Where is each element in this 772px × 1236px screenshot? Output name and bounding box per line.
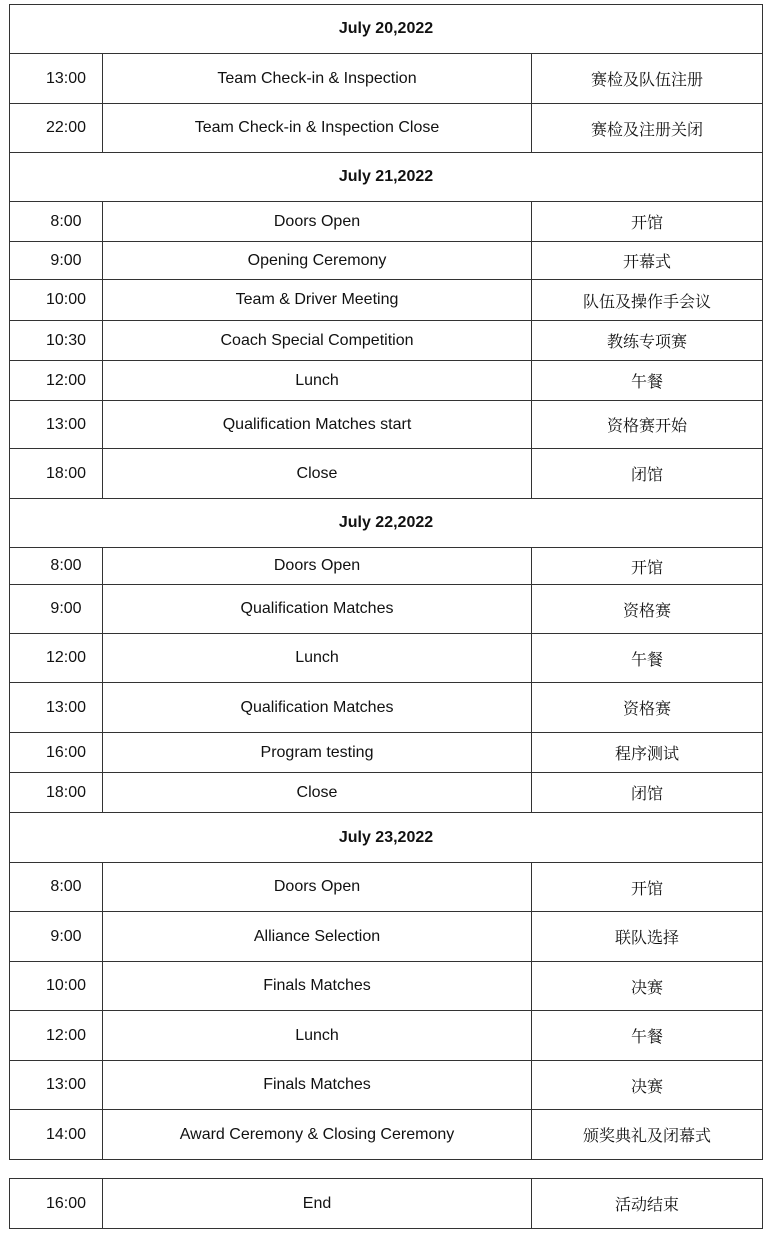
time-cell: 18:00: [10, 773, 103, 813]
day-date: July 23,2022: [10, 813, 763, 863]
event-zh-cell: 开幕式: [532, 242, 763, 280]
time-cell: 13:00: [10, 54, 103, 104]
time-cell: 13:00: [10, 1061, 103, 1110]
event-en-cell: Lunch: [103, 361, 532, 401]
day-header-row: [10, 499, 763, 548]
table-row: [10, 242, 763, 280]
time-cell: 10:00: [10, 280, 103, 321]
schedule-table: [9, 4, 763, 1160]
event-en-cell: Lunch: [103, 1011, 532, 1061]
event-zh-cell: 程序测试: [532, 733, 763, 773]
table-row: [10, 361, 763, 401]
event-zh-cell: 决赛: [532, 1061, 763, 1110]
table-row: [10, 104, 763, 153]
event-zh-cell: 开馆: [532, 202, 763, 242]
event-zh-cell: 闭馆: [532, 449, 763, 499]
time-cell: 12:00: [10, 634, 103, 683]
table-row: [10, 585, 763, 634]
table-row: [10, 773, 763, 813]
table-row: [10, 202, 763, 242]
event-en-cell: Doors Open: [103, 863, 532, 912]
time-cell: 9:00: [10, 912, 103, 962]
event-en-cell: Finals Matches: [103, 1061, 532, 1110]
table-row: [10, 912, 763, 962]
time-cell: 14:00: [10, 1110, 103, 1160]
event-en-cell: Team Check-in & Inspection: [103, 54, 532, 104]
table-row: [10, 54, 763, 104]
event-en-cell: Coach Special Competition: [103, 321, 532, 361]
time-cell: 10:30: [10, 321, 103, 361]
event-zh-cell: 赛检及队伍注册: [532, 54, 763, 104]
event-zh-cell: 赛检及注册关闭: [532, 104, 763, 153]
day-header-row: [10, 5, 763, 54]
time-cell: 9:00: [10, 242, 103, 280]
event-en-cell: Doors Open: [103, 548, 532, 585]
table-row: [10, 1061, 763, 1110]
event-zh-cell: 闭馆: [532, 773, 763, 813]
event-en-cell: Doors Open: [103, 202, 532, 242]
event-en-cell: Award Ceremony & Closing Ceremony: [103, 1110, 532, 1160]
time-cell: 16:00: [10, 1179, 103, 1229]
table-row: [10, 321, 763, 361]
event-zh-cell: 资格赛开始: [532, 401, 763, 449]
event-en-cell: Close: [103, 773, 532, 813]
time-cell: 13:00: [10, 683, 103, 733]
day-header-row: [10, 153, 763, 202]
event-en-cell: Close: [103, 449, 532, 499]
table-row: [10, 1179, 763, 1229]
table-row: [10, 449, 763, 499]
table-row: [10, 863, 763, 912]
event-zh-cell: 活动结束: [532, 1179, 763, 1229]
event-en-cell: Qualification Matches start: [103, 401, 532, 449]
table-row: [10, 548, 763, 585]
time-cell: 8:00: [10, 548, 103, 585]
event-en-cell: Lunch: [103, 634, 532, 683]
event-zh-cell: 开馆: [532, 548, 763, 585]
time-cell: 16:00: [10, 733, 103, 773]
table-row: [10, 280, 763, 321]
table-row: [10, 1011, 763, 1061]
event-zh-cell: 午餐: [532, 1011, 763, 1061]
event-en-cell: Team & Driver Meeting: [103, 280, 532, 321]
table-row: [10, 1110, 763, 1160]
event-zh-cell: 颁奖典礼及闭幕式: [532, 1110, 763, 1160]
event-zh-cell: 队伍及操作手会议: [532, 280, 763, 321]
event-zh-cell: 午餐: [532, 634, 763, 683]
table-row: [10, 962, 763, 1011]
event-zh-cell: 联队选择: [532, 912, 763, 962]
table-row: [10, 401, 763, 449]
time-cell: 12:00: [10, 1011, 103, 1061]
event-zh-cell: 资格赛: [532, 585, 763, 634]
time-cell: 8:00: [10, 863, 103, 912]
day-date: July 21,2022: [10, 153, 763, 202]
event-en-cell: Alliance Selection: [103, 912, 532, 962]
end-table: [9, 1178, 763, 1229]
event-en-cell: Opening Ceremony: [103, 242, 532, 280]
event-zh-cell: 决赛: [532, 962, 763, 1011]
table-row: [10, 683, 763, 733]
day-date: July 22,2022: [10, 499, 763, 548]
time-cell: 18:00: [10, 449, 103, 499]
event-zh-cell: 资格赛: [532, 683, 763, 733]
event-zh-cell: 开馆: [532, 863, 763, 912]
time-cell: 8:00: [10, 202, 103, 242]
time-cell: 12:00: [10, 361, 103, 401]
event-en-cell: Program testing: [103, 733, 532, 773]
time-cell: 9:00: [10, 585, 103, 634]
event-en-cell: Qualification Matches: [103, 683, 532, 733]
table-row: [10, 634, 763, 683]
event-en-cell: Team Check-in & Inspection Close: [103, 104, 532, 153]
time-cell: 13:00: [10, 401, 103, 449]
time-cell: 10:00: [10, 962, 103, 1011]
event-zh-cell: 午餐: [532, 361, 763, 401]
event-en-cell: Qualification Matches: [103, 585, 532, 634]
event-en-cell: End: [103, 1179, 532, 1229]
table-row: [10, 733, 763, 773]
day-date: July 20,2022: [10, 5, 763, 54]
event-en-cell: Finals Matches: [103, 962, 532, 1011]
event-zh-cell: 教练专项赛: [532, 321, 763, 361]
day-header-row: [10, 813, 763, 863]
time-cell: 22:00: [10, 104, 103, 153]
